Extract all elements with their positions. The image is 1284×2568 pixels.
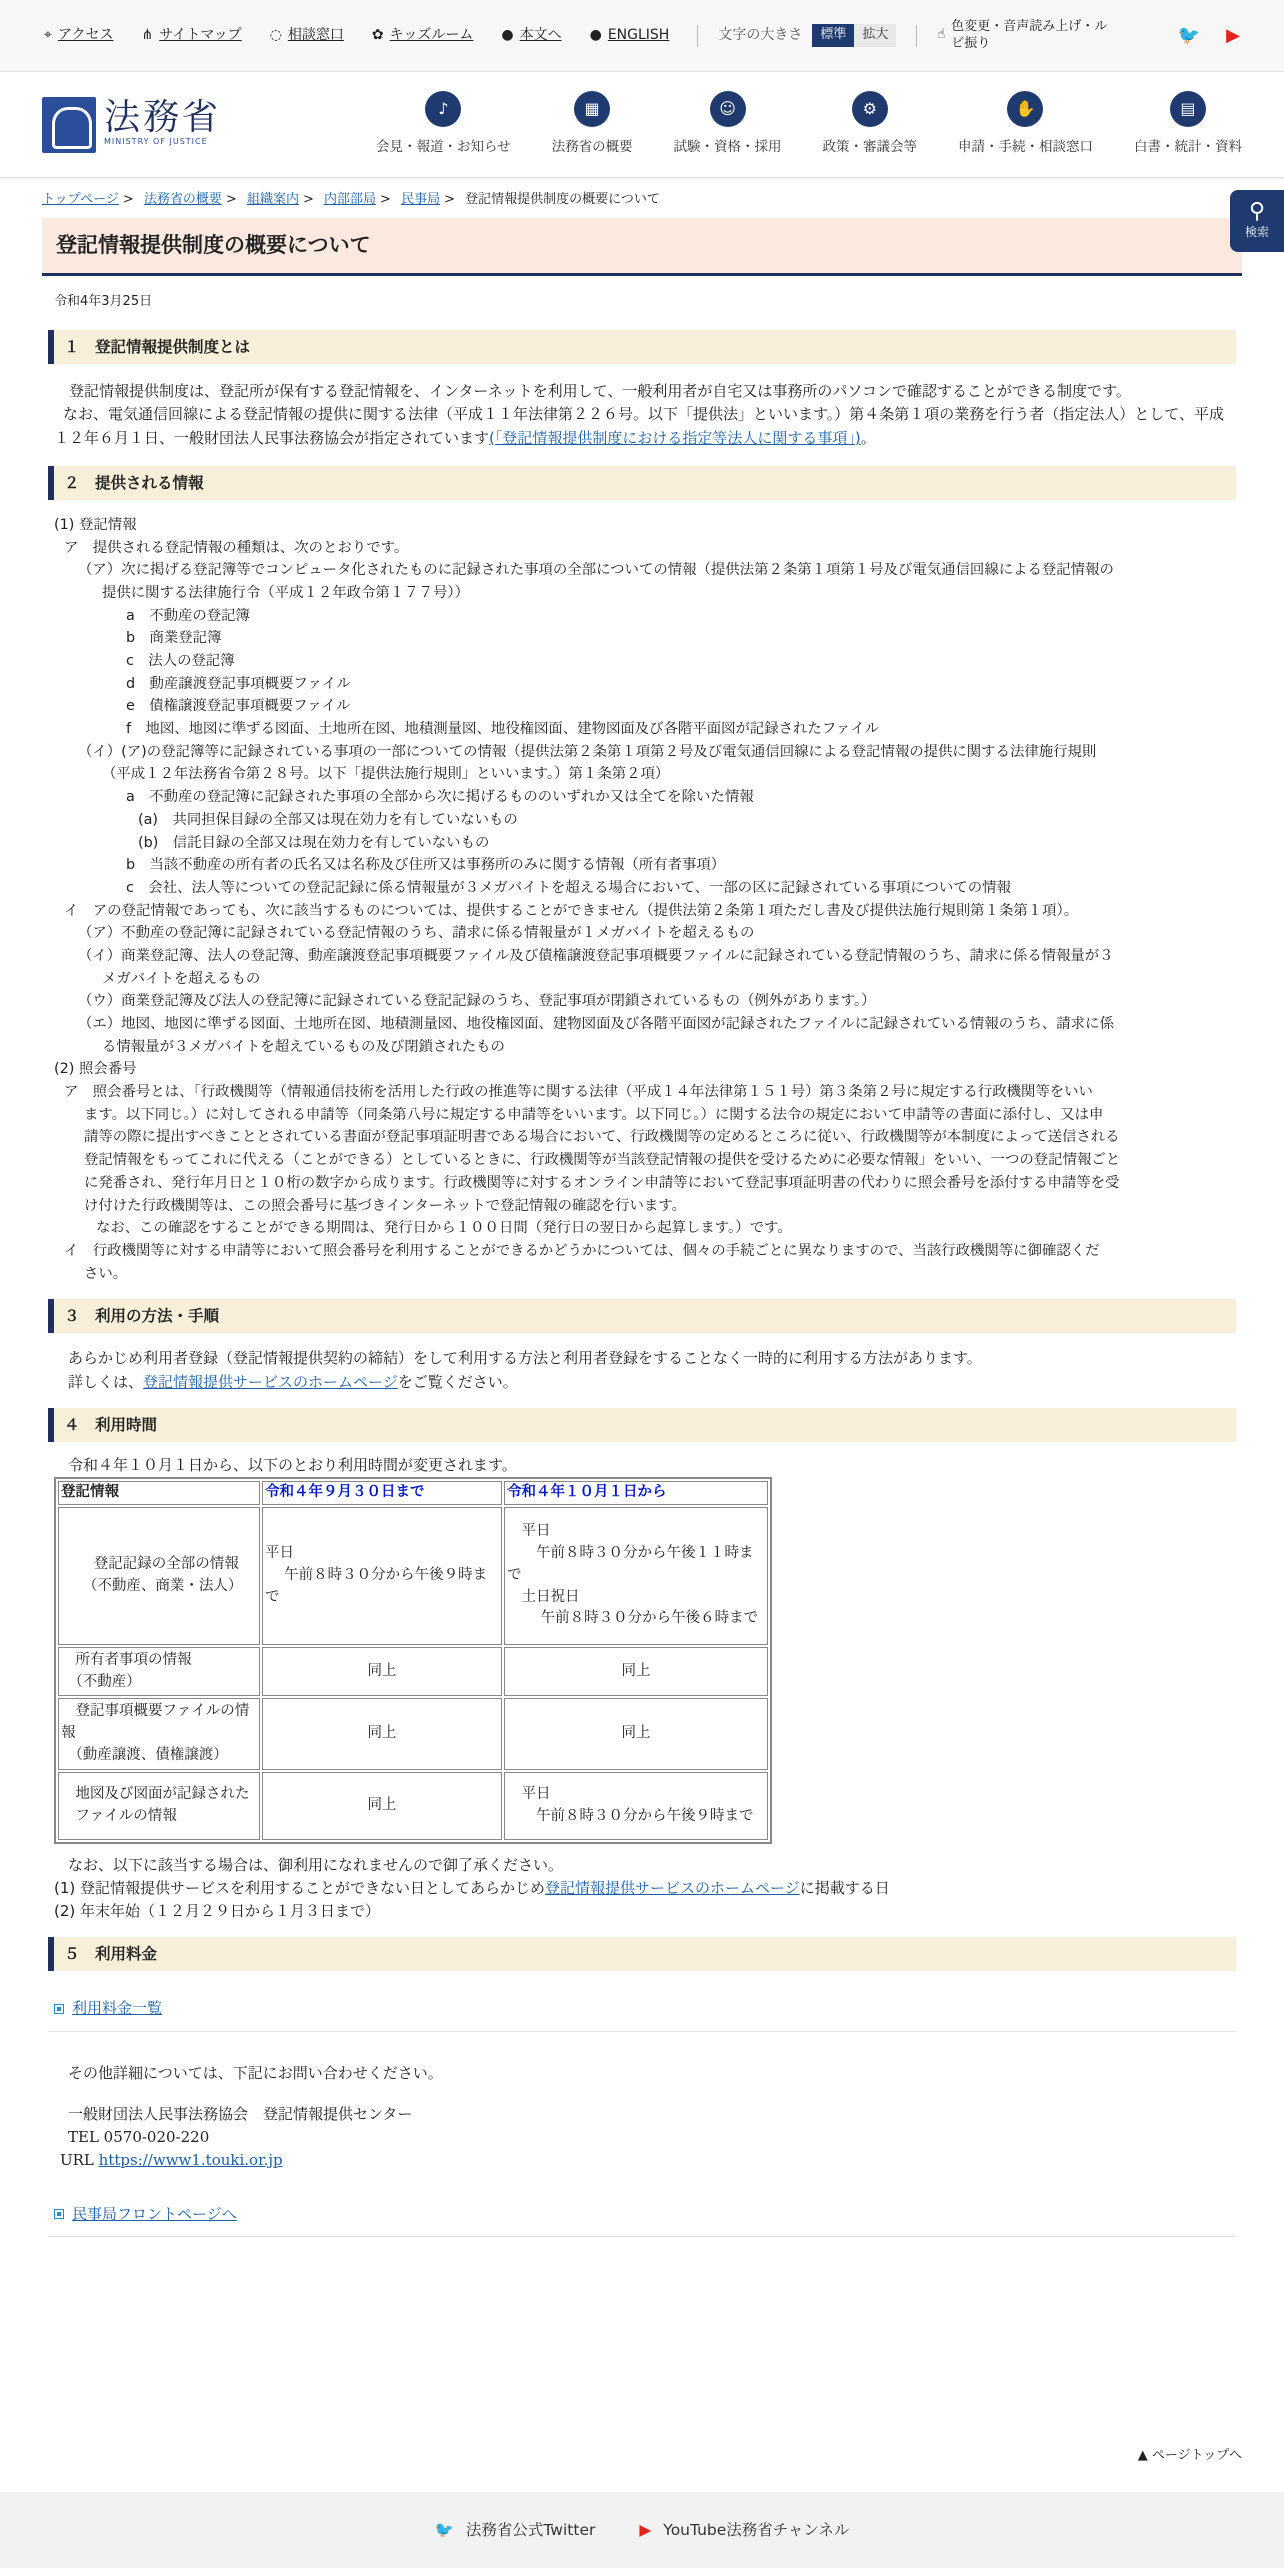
site-footer <box>0 2492 1284 2568</box>
chat-icon: ◌ <box>269 26 282 43</box>
table-cell: 平日 午前８時３０分から午後１１時まで 土日祝日 午前８時３０分から午後６時まで <box>504 1507 768 1645</box>
table-cell: 同上 <box>262 1772 502 1840</box>
global-nav <box>376 91 1242 158</box>
building-icon: ▦ <box>574 91 610 127</box>
table-row <box>58 1698 768 1769</box>
divider <box>916 25 917 47</box>
breadcrumb-current: 登記情報提供制度の概要について <box>465 192 660 207</box>
list-item: 登記情報をもってこれに代える（ことができる）としているときに、行政機関等が当該登記情報の提供を受けるために必要な情報」をいい、一つの登記情報ごと <box>84 1152 1121 1169</box>
hours-notes <box>54 1854 1234 1924</box>
paragraph: なお、以下に該当する場合は、御利用になれませんので御了承ください。 <box>68 1855 564 1874</box>
breadcrumb-organization[interactable]: 組織案内 <box>246 192 299 207</box>
font-size-label: 文字の大きさ <box>718 26 803 43</box>
kids-icon: ✿ <box>371 26 384 43</box>
fee-list-link[interactable]: 利用料金一覧 <box>72 1999 163 2018</box>
english-link[interactable]: ● ENGLISH <box>590 25 670 47</box>
page-top-link[interactable]: ▲ ページトップへ <box>1137 2448 1242 2463</box>
footer-youtube-link[interactable]: ▶ YouTube法務省チャンネル <box>639 2518 849 2542</box>
list-item: る情報量が３メガバイトを超えているもの及び閉鎖されたもの <box>102 1038 505 1055</box>
list-item: （平成１２年法務省令第２８号。以下「提供法施行規則」といいます。）第１条第２項） <box>102 766 670 783</box>
phone-number: TEL 0570-020-220 <box>68 2128 210 2147</box>
table-cell: 登記記録の全部の情報 （不動産、商業・法人） <box>58 1507 260 1645</box>
designated-corporation-link[interactable]: (「登記情報提供制度における指定等法人に関する事項」) <box>489 428 861 447</box>
arrow-up-icon: ▲ <box>1137 2448 1148 2463</box>
font-large-button[interactable]: 拡大 <box>854 24 896 46</box>
touki-url-link[interactable]: https://www1.touki.or.jp <box>98 2151 283 2170</box>
contact-info <box>54 2062 1234 2173</box>
location-pin-icon: ⌖ <box>44 26 52 43</box>
site-logo[interactable] <box>42 97 376 153</box>
consult-link[interactable]: ◌ 相談窓口 <box>270 25 344 47</box>
table-cell: 同上 <box>262 1698 502 1769</box>
section-1-body <box>54 380 1234 450</box>
section-heading-5: ５ 利用料金 <box>48 1937 1236 1971</box>
list-item: （イ）(ア)の登記簿等に記録されている事項の一部についての情報（提供法第２条第１項第２号及び電気通信回線による登記情報の提供に関する法律施行規則 <box>78 743 1097 760</box>
list-item: (a) 共同担保目録の全部又は現在効力を有していないもの <box>138 811 518 828</box>
breadcrumb-civil-affairs[interactable]: 民事局 <box>401 192 441 207</box>
table-cell: 所有者事項の情報 （不動産） <box>58 1647 260 1697</box>
breadcrumb-top[interactable]: トップページ <box>42 192 119 207</box>
list-item: d 動産譲渡登記事項概要ファイル <box>126 675 351 692</box>
list-item: （ウ）商業登記簿及び法人の登記簿に記録されている登記記録のうち、登記事項が閉鎖されているもの（例外があります。） <box>78 993 876 1010</box>
logo-subtitle: MINISTRY OF JUSTICE <box>104 137 208 147</box>
breadcrumb-overview[interactable]: 法務省の概要 <box>143 192 222 207</box>
table-cell: 地図及び図面が記録された ファイルの情報 <box>58 1772 260 1840</box>
list-item: a 不動産の登記簿に記録された事項の全部から次に掲げるもののいずれか又は全てを除いた情報 <box>126 789 754 806</box>
civil-affairs-front-link[interactable]: 民事局フロントページへ <box>72 2204 237 2223</box>
section-heading-3: ３ 利用の方法・手順 <box>48 1299 1236 1333</box>
list-item: b 商業登記簿 <box>126 630 222 647</box>
divider <box>697 25 698 47</box>
table-header: 令和４年９月３０日まで <box>262 1481 502 1505</box>
sns-links <box>1178 22 1240 50</box>
hours-table <box>54 1477 772 1844</box>
access-link[interactable]: ⌖ アクセス <box>44 25 113 47</box>
list-item: 請等の際に提出すべきこととされている書面が登記事項証明書である場合において、行政機関等の定めるところに従い、行政機関等が本制度によって送信される <box>84 1129 1120 1146</box>
skip-to-main-link[interactable]: ● 本文へ <box>501 25 561 47</box>
list-item: (b) 信託目録の全部又は現在効力を有していないもの <box>138 834 490 851</box>
table-cell: 同上 <box>504 1647 768 1697</box>
paragraph: なお、電気通信回線による登記情報の提供に関する法律（平成１１年法律第２２６号。以下「提供法」といいます。）第４条第１項の業務を行う者（指定法人）として、平成１２年６月１日、一般財団法人民事法務協会が指定されています(「登記情報提供制度における指定等法人に関する事項」)。 <box>54 405 1225 447</box>
section-2-body <box>54 514 1234 1285</box>
table-cell: 登記事項概要ファイルの情報 （動産譲渡、債権譲渡） <box>58 1698 260 1769</box>
list-item: （ア）不動産の登記簿に記録されている登記情報のうち、請求に係る情報量が１メガバイトを超えるもの <box>78 925 755 942</box>
utility-bar <box>0 0 1284 72</box>
sitemap-link[interactable]: ⋔ サイトマップ <box>141 25 241 47</box>
gnav-item-exams[interactable]: ☺ 試験・資格・採用 <box>674 91 782 158</box>
youtube-icon: ▶ <box>639 2520 652 2539</box>
link-arrow-icon <box>54 2004 64 2014</box>
list-item: イ アの登記情報であっても、次に該当するものについては、提供することができません（提供法第２条第１項ただし書及び提供法施行規則第１条第１項）。 <box>64 902 1079 919</box>
list-item: (2) 照会番号 <box>54 1061 137 1078</box>
section-heading-2: ２ 提供される情報 <box>48 466 1236 500</box>
table-header: 令和４年１０月１日から <box>504 1481 768 1505</box>
gnav-item-publications[interactable]: ▤ 白書・統計・資料 <box>1134 91 1242 158</box>
list-item: メガバイトを超えるもの <box>102 970 261 987</box>
list-item: c 会社、法人等についての登記記録に係る情報量が３メガバイトを超える場合において、一部の区に記録されている事項についての情報 <box>126 879 1011 896</box>
list-item: f 地図、地図に準ずる図面、土地所在図、地積測量図、地役権図面、建物図面及び各階平面図が記録されたファイル <box>126 721 880 738</box>
gear-icon: ⚙ <box>852 91 888 127</box>
list-item: 提供に関する法律施行令（平成１２年政令第１７７号）） <box>102 584 469 601</box>
link-arrow-icon <box>54 2209 64 2219</box>
organization-name: 一般財団法人民事法務協会 登記情報提供センター <box>68 2104 413 2123</box>
section-heading-1: １ 登記情報提供制度とは <box>48 330 1236 364</box>
list-item: (2) 年末年始（１２月２９日から１月３日まで） <box>54 1902 381 1921</box>
sitemap-icon: ⋔ <box>141 26 154 43</box>
gnav-item-policy[interactable]: ⚙ 政策・審議会等 <box>823 91 918 158</box>
list-item: さい。 <box>84 1265 128 1282</box>
table-row <box>58 1647 768 1697</box>
list-item: a 不動産の登記簿 <box>126 607 250 624</box>
gnav-item-overview[interactable]: ▦ 法務省の概要 <box>552 91 633 158</box>
section-3-body <box>54 1347 1234 1394</box>
hours-intro: 令和４年１０月１日から、以下のとおり利用時間が変更されます。 <box>68 1455 517 1474</box>
publish-date: 令和4年3月25日 <box>54 294 153 309</box>
list-item: (1) 登記情報 <box>54 516 137 533</box>
section-heading-4: ４ 利用時間 <box>48 1408 1236 1442</box>
font-standard-button[interactable]: 標準 <box>812 24 854 46</box>
list-item: e 債権譲渡登記事項概要ファイル <box>126 698 351 715</box>
fee-list-row <box>48 1991 1236 2031</box>
moj-emblem-icon <box>42 97 96 153</box>
table-header-row <box>58 1481 768 1505</box>
list-item: （エ）地図、地図に準ずる図面、土地所在図、地積測量図、地役権図面、建物図面及び各階平面図が記録されたファイルに記録されている情報のうち、請求に係 <box>78 1016 1114 1033</box>
list-item: （ア）次に掲げる登記簿等でコンピュータ化されたものに記録された事項の全部についての情報（提供法第２条第１項第１号及び電気通信回線による登記情報の <box>78 562 1114 579</box>
page-title: 登記情報提供制度の概要について <box>56 233 371 258</box>
kids-room-link[interactable]: ✿ キッズルーム <box>372 25 473 47</box>
table-cell: 平日 午前８時３０分から午後９時まで <box>504 1772 768 1840</box>
site-header <box>0 72 1284 178</box>
paragraph: 詳しくは、登記情報提供サービスのホームページをご覧ください。 <box>68 1372 518 1391</box>
table-cell: 平日 午前８時３０分から午後９時まで <box>262 1507 502 1645</box>
logo-title: 法務省 <box>104 97 222 139</box>
list-item: （イ）商業登記簿、法人の登記簿、動産譲渡登記事項概要ファイル及び債権譲渡登記事項概要ファイルに記録されている登記情報のうち、請求に係る情報量が３ <box>78 947 1114 964</box>
accessibility-tools-link[interactable]: ☝ 色変更・音声読み上げ・ルビ振り <box>937 19 1108 51</box>
search-icon: ⚲ <box>1248 198 1266 224</box>
paragraph: あらかじめ利用者登録（登記情報提供契約の締結）をして利用する方法と利用者登録をすることなく一時的に利用する方法があります。 <box>68 1349 982 1368</box>
list-item: に発番され、発行年月日と１０桁の数字から成ります。行政機関等に対するオンライン申請等において登記事項証明書の代わりに照会番号を添付する申請等を受 <box>84 1174 1120 1191</box>
gnav-item-applications[interactable]: ✋ 申請・手続・相談窓口 <box>958 91 1093 158</box>
list-item: (1) 登記情報提供サービスを利用することができない日としてあらかじめ登記情報提供サービスのホームページに掲載する日 <box>54 1878 890 1897</box>
table-cell: 同上 <box>262 1647 502 1697</box>
bullet-icon: ● <box>589 26 602 43</box>
document-icon: ▤ <box>1170 91 1206 127</box>
microphone-icon: ♪ <box>425 91 461 127</box>
youtube-icon[interactable]: ▶ <box>1226 24 1240 46</box>
front-page-row <box>48 2197 1236 2237</box>
gnav-item-press[interactable]: ♪ 会見・報道・お知らせ <box>376 91 511 158</box>
handshake-icon: ✋ <box>1007 91 1043 127</box>
table-cell: 同上 <box>504 1698 768 1769</box>
table-row <box>58 1507 768 1645</box>
list-item: ア 提供される登記情報の種類は、次のとおりです。 <box>64 539 409 556</box>
footer-twitter-link[interactable]: 🐦 法務省公式Twitter <box>435 2518 596 2542</box>
touki-service-link[interactable]: 登記情報提供サービスのホームページ <box>143 1372 398 1391</box>
touki-service-link[interactable]: 登記情報提供サービスのホームページ <box>545 1878 800 1897</box>
list-item: ます。以下同じ。）に対してされる申請等（同条第八号に規定する申請等をいいます。以下同じ。）に関する法令の規定において申請等の書面に添付し、又は申 <box>84 1106 1104 1123</box>
paragraph: その他詳細については、下記にお問い合わせください。 <box>68 2063 443 2082</box>
search-button[interactable]: ⚲ 検索 <box>1230 190 1284 252</box>
page-title-box <box>42 218 1242 276</box>
paragraph: 登記情報提供制度は、登記所が保有する登記情報を、インターネットを利用して、一般利用者が自宅又は事務所のパソコンで確認することができる制度です。 <box>69 382 1131 401</box>
table-row <box>58 1772 768 1840</box>
list-item: b 当該不動産の所有者の氏名又は名称及び住所又は事務所のみに関する情報（所有者事項） <box>126 857 726 874</box>
hand-pointer-icon: ☝ <box>937 27 946 43</box>
twitter-icon: 🐦 <box>434 2520 454 2539</box>
people-icon: ☺ <box>710 91 746 127</box>
breadcrumb-internal[interactable]: 内部部局 <box>324 192 377 207</box>
table-header: 登記情報 <box>58 1481 260 1505</box>
list-item: c 法人の登記簿 <box>126 653 235 670</box>
list-item: なお、この確認をすることができる期間は、発行日から１００日間（発行日の翌日から起算します。）です。 <box>96 1220 792 1237</box>
list-item: け付けた行政機関等は、この照会番号に基づきインターネットで登記情報の確認を行います。 <box>84 1197 686 1214</box>
url-line: URL https://www1.touki.or.jp <box>60 2151 283 2170</box>
breadcrumb: トップページ > 法務省の概要 > 組織案内 > 内部部局 > 民事局 > 登記情報提供制度の概要について <box>42 192 660 207</box>
bullet-icon: ● <box>501 26 514 43</box>
list-item: ア 照会番号とは、「行政機関等（情報通信技術を活用した行政の推進等に関する法律（平成１４年法律第１５１号）第３条第２号に規定する行政機関等をいい <box>64 1084 1093 1101</box>
twitter-icon[interactable]: 🐦 <box>1177 24 1201 46</box>
list-item: イ 行政機関等に対する申請等において照会番号を利用することができるかどうかについては、個々の手続ごとに異なりますので、当該行政機関等に御確認くだ <box>64 1242 1100 1259</box>
